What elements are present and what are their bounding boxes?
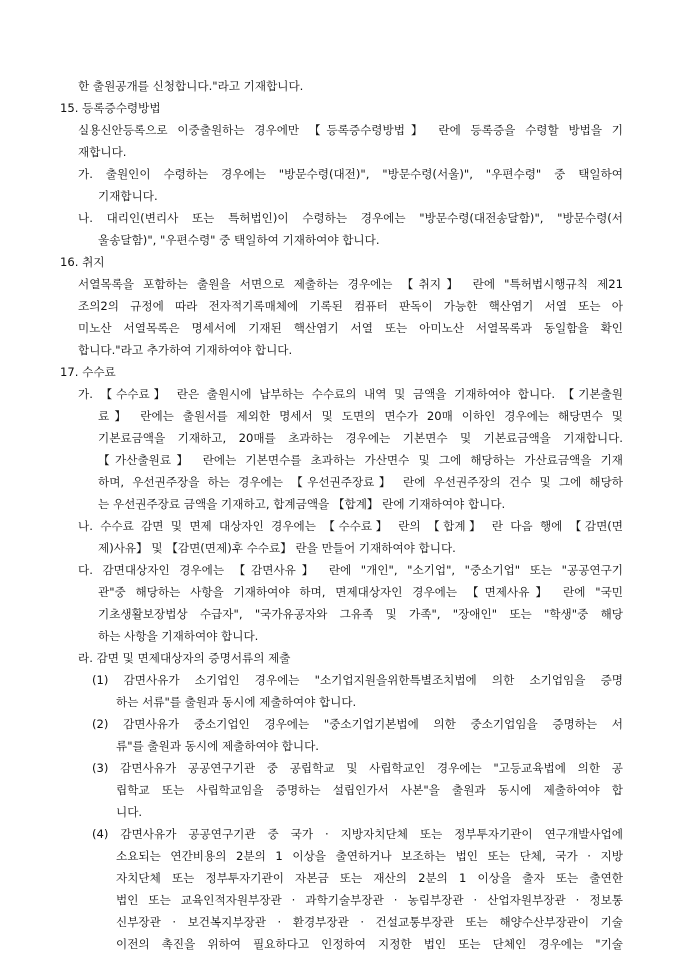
text-line: 기재합니다. bbox=[98, 189, 158, 203]
text-line: 가. 출원인이 수령하는 경우에는 "방문수령(대전)", "방문수령(서울)", "우편수령" 중 택일하여 bbox=[78, 167, 623, 181]
text-line: 자치단체 또는 정부투자기관이 자본금 또는 재산의 2분의 1 이상을 출자 또는 출연한 bbox=[116, 871, 623, 885]
text-line: 관"중 해당하는 사항을 기재하여야 하며, 면제대상자인 경우에는 【면제사유】 란에 "국민 bbox=[98, 585, 623, 599]
text-line: 나. 대리인(변리사 또는 특허법인)이 수령하는 경우에는 "방문수령(대전송달함)", "방문수령(서 bbox=[78, 211, 623, 225]
text-line: (4) 감면사유가 공공연구기관 중 국가 · 지방자치단체 또는 정부투자기관이 연구개발사업에 bbox=[92, 827, 623, 841]
text-line: 16. 취지 bbox=[60, 255, 105, 269]
text-line: 울송달함)", "우편수령" 중 택일하여 기재하여야 합니다. bbox=[98, 233, 380, 247]
text-line: 는 우선권주장료 금액을 기재하고, 합계금액을 【합계】 란에 기재하여야 합니다. bbox=[98, 497, 506, 511]
text-line: 료】 란에는 출원서를 제외한 명세서 및 도면의 면수가 20매 이하인 경우에는 해당면수 및 bbox=[98, 409, 623, 423]
text-line: 법인 또는 교육인적자원부장관 · 과학기술부장관 · 농림부장관 · 산업자원부장관 · 정보통 bbox=[116, 893, 623, 907]
text-line: 하며, 우선권주장을 하는 경우에는 【우선권주장료】 란에 우선권주장의 건수 및 그에 해당하 bbox=[98, 475, 623, 489]
text-line: 하는 사항을 기재하여야 합니다. bbox=[98, 629, 259, 643]
text-line: 이전의 촉진을 위하여 필요하다고 인정하여 지정한 법인 또는 단체인 경우에는 "기술 bbox=[116, 937, 623, 951]
text-line: 소요되는 연간비용의 2분의 1 이상을 출연하거나 보조하는 법인 또는 단체, 국가 · 지방 bbox=[116, 849, 623, 863]
text-line: 15. 등록증수령방법 bbox=[60, 101, 161, 115]
text-line: 하는 서류"를 출원과 동시에 제출하여야 합니다. bbox=[116, 695, 357, 709]
text-line: 재합니다. bbox=[78, 145, 127, 159]
text-line: 가. 【수수료】 란은 출원시에 납부하는 수수료의 내역 및 금액을 기재하여야 합니다. 【기본출원 bbox=[78, 387, 623, 401]
text-line: 합니다."라고 추가하여 기재하여야 합니다. bbox=[78, 343, 293, 357]
text-line: 실용신안등록으로 이중출원하는 경우에만 【등록증수령방법】 란에 등록증을 수령할 방법을 기 bbox=[78, 123, 623, 137]
text-line: 류"를 출원과 동시에 제출하여야 합니다. bbox=[116, 739, 319, 753]
text-line: 라. 감면 및 면제대상자의 증명서류의 제출 bbox=[78, 651, 291, 665]
text-line: 신부장관 · 보건복지부장관 · 환경부장관 · 건설교통부장관 또는 해양수산부장관이 기술 bbox=[116, 915, 623, 929]
text-line: 나. 수수료 감면 및 면제 대상자인 경우에는 【수수료】 란의 【합계】 란 다음 행에 【감면(면 bbox=[78, 519, 623, 533]
text-line: 서열목록을 포함하는 출원을 서면으로 제출하는 경우에는 【취지】 란에 "특허법시행규칙 제21 bbox=[78, 277, 623, 291]
text-line: 기본료금액을 기재하고, 20매를 초과하는 경우에는 기본면수 및 기본료금액을 기재합니다. bbox=[98, 431, 623, 445]
text-line: 다. 감면대상자인 경우에는 【감면사유】 란에 "개인", "소기업", "중소기업" 또는 "공공연구기 bbox=[78, 563, 623, 577]
text-line: (2) 감면사유가 중소기업인 경우에는 "중소기업기본법에 의한 중소기업임을 증명하는 서 bbox=[92, 717, 623, 731]
text-line: 한 출원공개를 신청합니다."라고 기재합니다. bbox=[78, 79, 304, 93]
text-line: 립학교 또는 사립학교임을 증명하는 설립인가서 사본"을 출원과 동시에 제출하여야 합 bbox=[116, 783, 623, 797]
text-line: 【가산출원료】 란에는 기본면수를 초과하는 가산면수 및 그에 해당하는 가산료금액을 기재 bbox=[98, 453, 623, 467]
text-line: 미노산 서열목록은 명세서에 기재된 핵산염기 서열 또는 아미노산 서열목록과 동일함을 확인 bbox=[78, 321, 623, 335]
text-line: 기초생활보장법상 수급자", "국가유공자와 그유족 및 가족", "장애인" 또는 "학생"중 해당 bbox=[98, 607, 623, 621]
text-line: 조의2의 규정에 따라 전자적기록매체에 기록된 컴퓨터 판독이 가능한 핵산염기 서열 또는 아 bbox=[78, 299, 623, 313]
text-line: 제)사유】 및 【감면(면제)후 수수료】 란을 만들어 기재하여야 합니다. bbox=[98, 541, 456, 555]
text-line: (1) 감면사유가 소기업인 경우에는 "소기업지원을위한특별조치법에 의한 소기업임을 증명 bbox=[92, 673, 623, 687]
text-line: (3) 감면사유가 공공연구기관 중 공립학교 및 사립학교인 경우에는 "고등교육법에 의한 공 bbox=[92, 761, 623, 775]
text-line: 17. 수수료 bbox=[60, 365, 116, 379]
text-line: 니다. bbox=[116, 805, 143, 819]
